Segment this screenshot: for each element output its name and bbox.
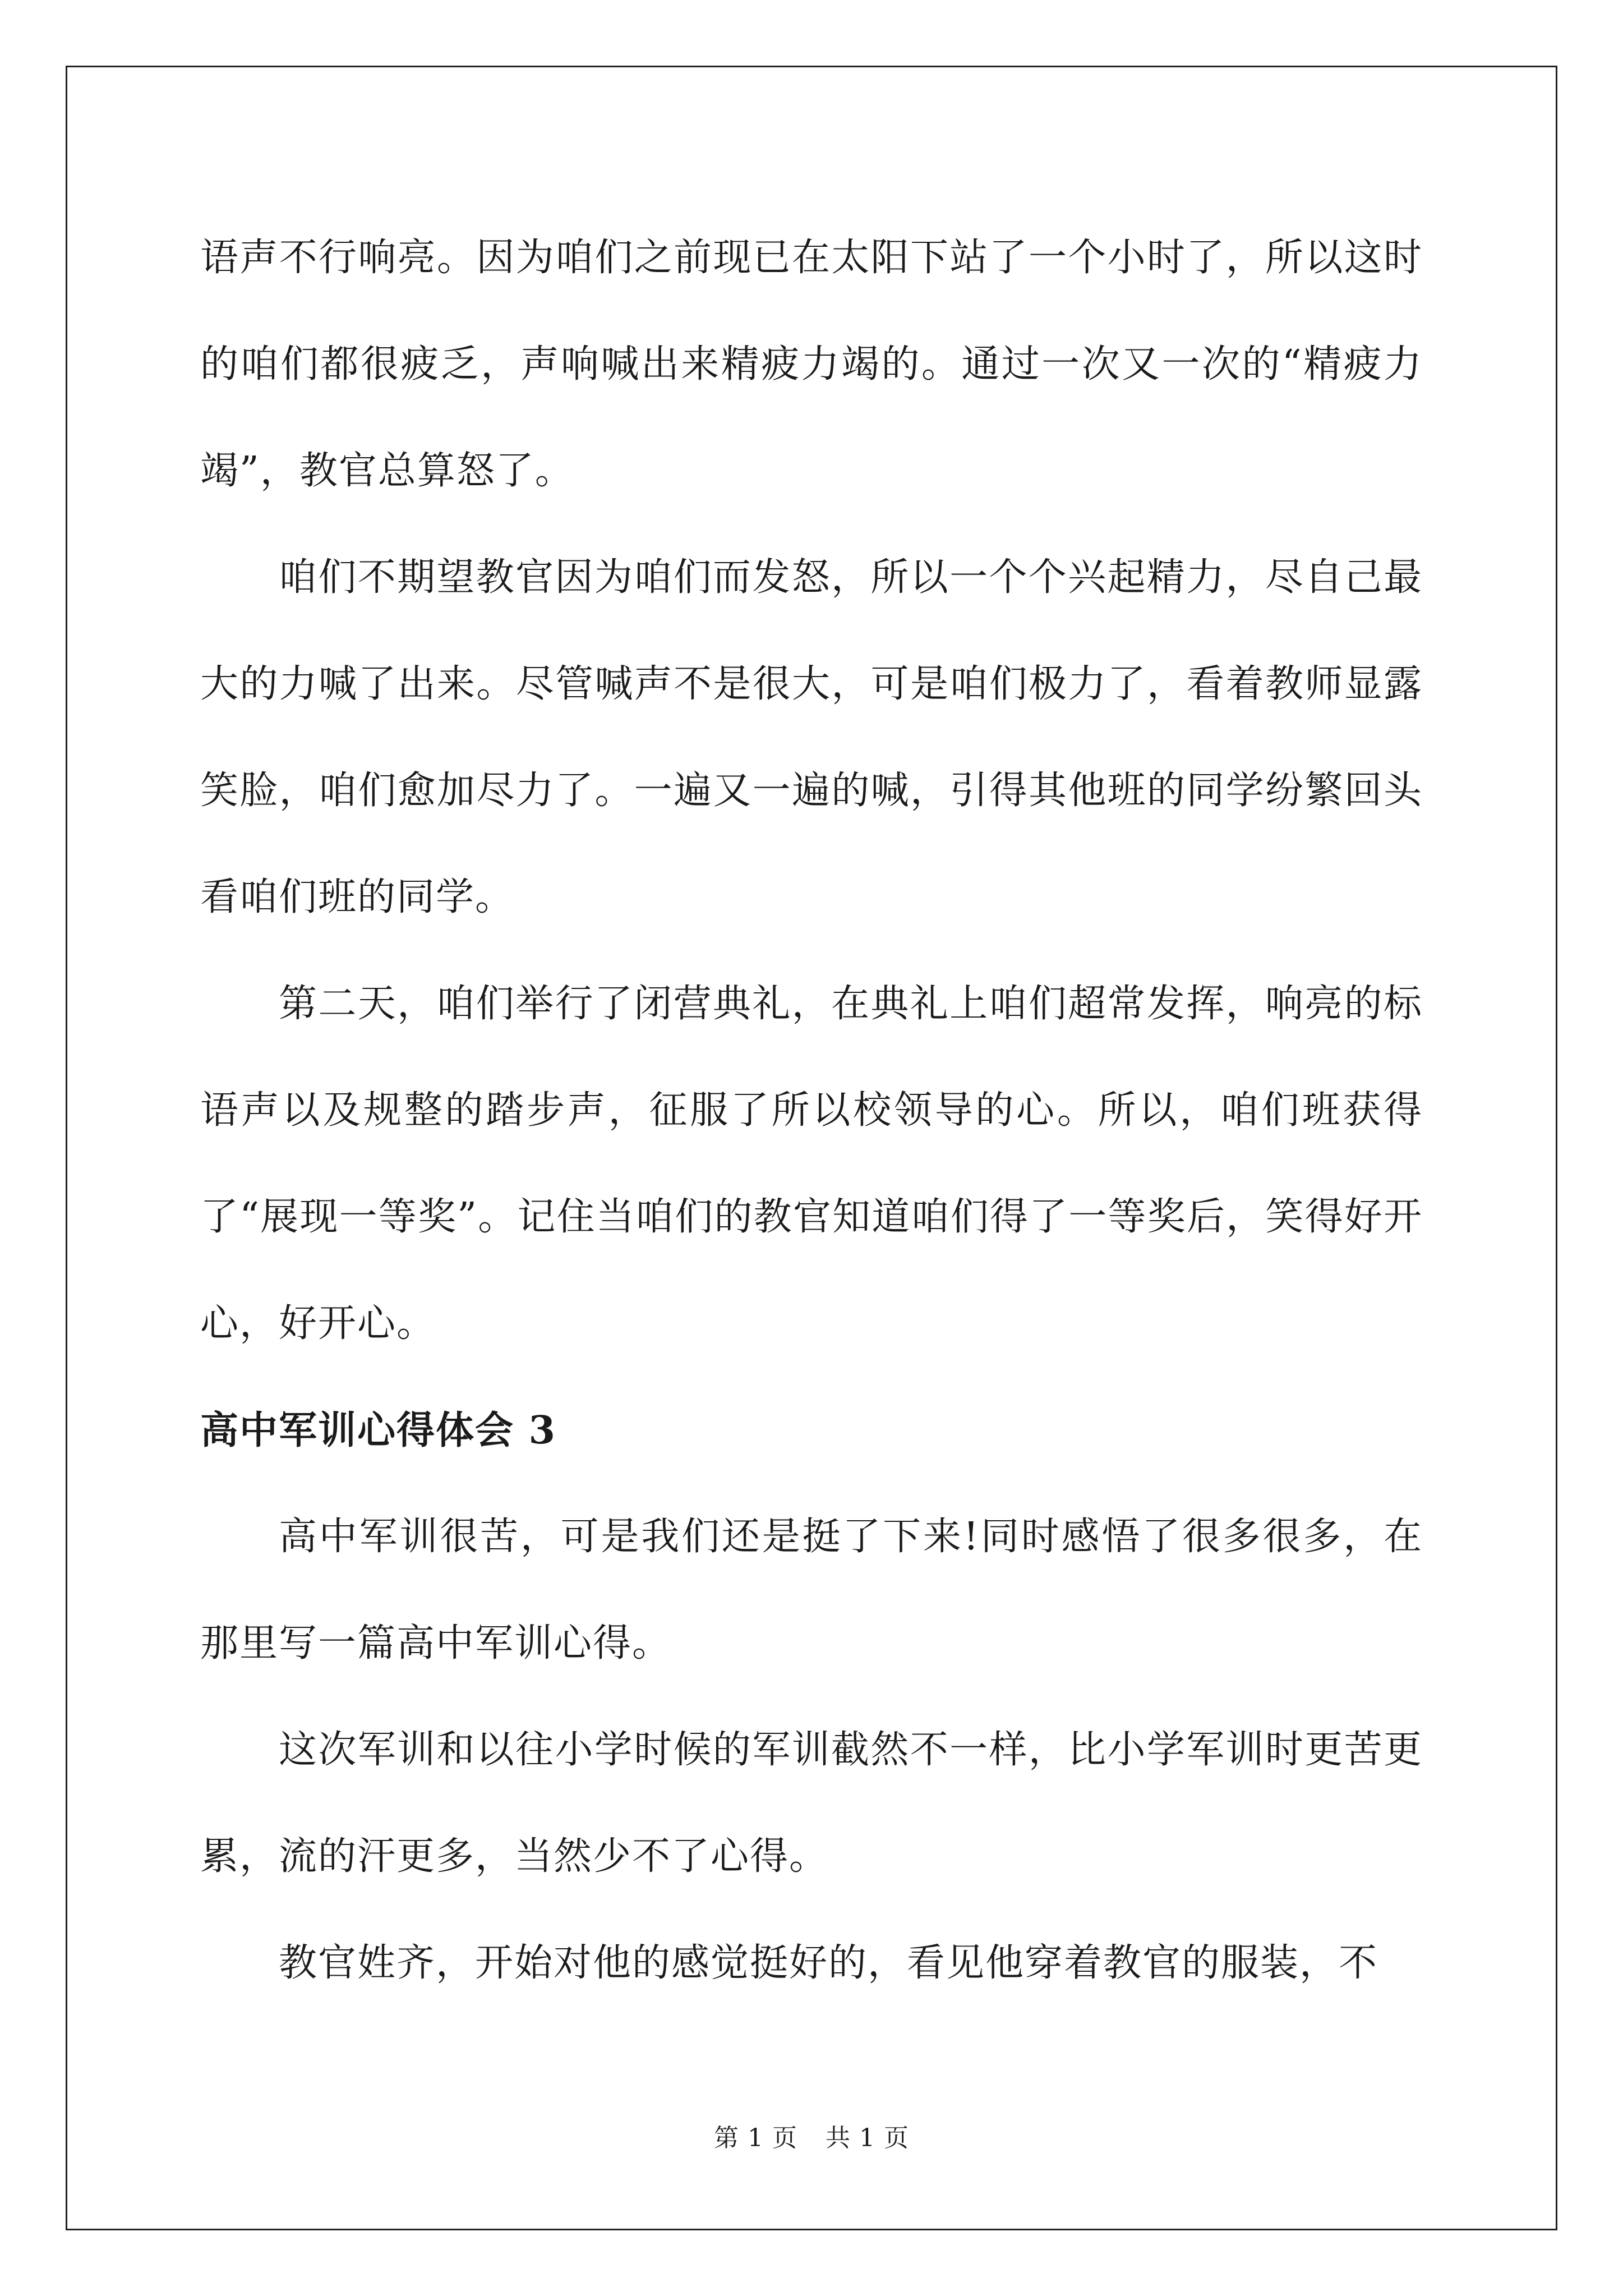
page-total: 共 1 页 <box>826 2124 909 2152</box>
section-paragraph-3: 教官姓齐，开始对他的感觉挺好的，看见他穿着教官的服装，不 <box>279 1941 1378 1985</box>
paragraph-1: 语声不行响亮。因为咱们之前现已在太阳下站了一个小时了，所以这时的咱们都很疲乏，声响喊出来精疲力竭的。通过一次又一次的“精疲力竭”，教官总算怒了。 <box>200 236 1423 493</box>
page-number: 第 1 页 <box>714 2124 797 2152</box>
paragraph-3: 第二天，咱们举行了闭营典礼，在典礼上咱们超常发挥，响亮的标语声以及规整的踏步声，征服了所以校领导的心。所以，咱们班获得了“展现一等奖”。记住当咱们的教官知道咱们得了一等奖后，笑得好开心，好开心。 <box>200 982 1423 1346</box>
section-heading: 高中军训心得体会 3 <box>200 1408 556 1453</box>
paragraph-2: 咱们不期望教官因为咱们而发怒，所以一个个兴起精力，尽自己最大的力喊了出来。尽管喊声不是很大，可是咱们极力了，看着教师显露笑脸，咱们愈加尽力了。一遍又一遍的喊，引得其他班的同学纷繁回头看咱们班的同学。 <box>200 555 1423 919</box>
page-footer <box>0 2118 1623 2154</box>
section-paragraph-2: 这次军训和以往小学时候的军训截然不一样，比小学军训时更苦更累，流的汗更多，当然少不了心得。 <box>200 1728 1423 1879</box>
document-body <box>200 205 1423 2017</box>
section-paragraph-1: 高中军训很苦，可是我们还是挺了下来!同时感悟了很多很多，在那里写一篇高中军训心得。 <box>200 1515 1423 1665</box>
